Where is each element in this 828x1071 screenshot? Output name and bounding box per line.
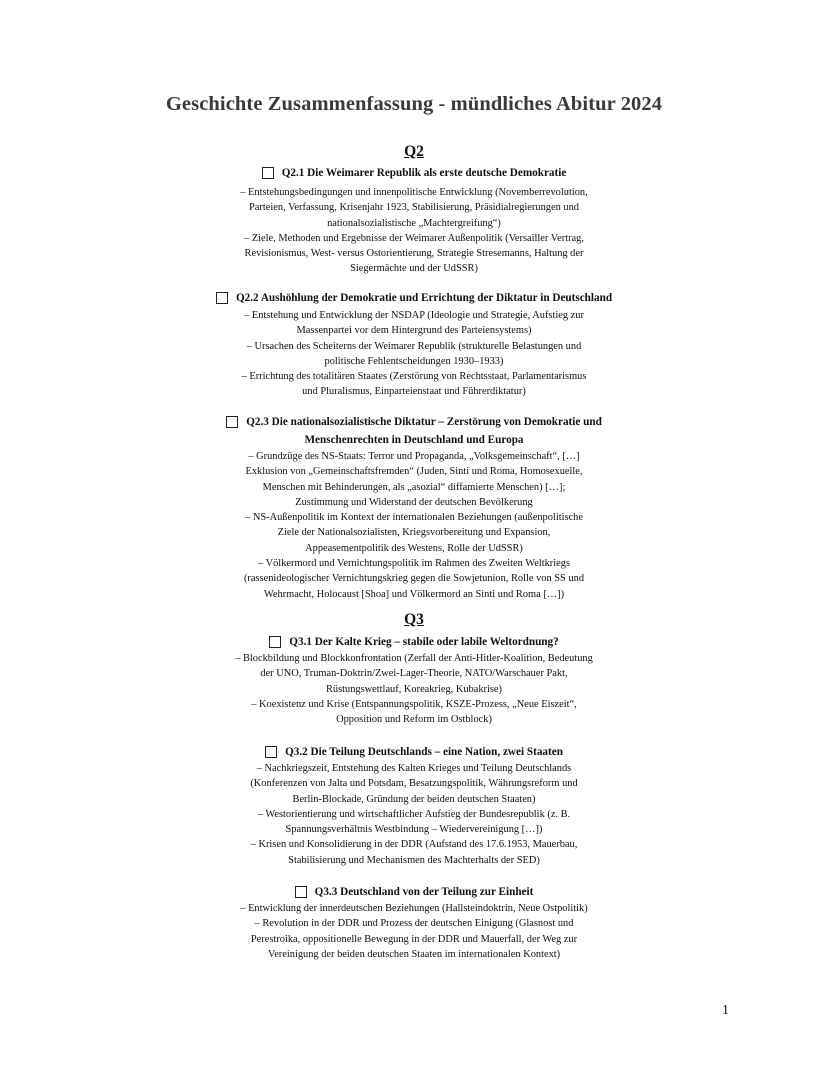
description-line: – Westorientierung und wirtschaftlicher Aufstieg der Bundesrepublik (z. B. xyxy=(257,808,571,820)
description-line: – Ziele, Methoden und Ergebnisse der Weimarer Außenpolitik (Versailler Vertrag, xyxy=(244,232,584,244)
description-line: – Koexistenz und Krise (Entspannungspolitik, KSZE-Prozess, „Neue Eiszeit“, xyxy=(251,698,577,710)
description-line: – Völkermord und Vernichtungspolitik im Rahmen des Zweiten Weltkriegs xyxy=(258,558,570,570)
topic-title xyxy=(0,413,828,449)
checkbox[interactable] xyxy=(216,292,228,304)
topic-title xyxy=(0,164,828,182)
topic-title-text: Q2.3 Die nationalsozialistische Diktatur – Zerstörung von Demokratie und xyxy=(246,416,602,428)
description-line: und Pluralismus, Einparteienstaat und Führerdiktatur) xyxy=(302,386,526,398)
description-line: – NS-Außenpolitik im Kontext der internationalen Beziehungen (außenpolitische xyxy=(245,512,583,524)
description-line: Revisionismus, West- versus Ostorientierung, Strategie Stresemanns, Haltung der xyxy=(244,248,584,260)
description-line: Exklusion von „Gemeinschaftsfremden“ (Juden, Sinti und Roma, Homosexuelle, xyxy=(245,466,583,478)
topic-description xyxy=(0,308,828,400)
description-line: Menschen mit Behinderungen, als „asozial“ diffamierte Menschen) […]; xyxy=(262,481,566,493)
description-line: – Revolution in der DDR und Prozess der deutschen Einigung (Glasnost und xyxy=(254,918,574,930)
topic-q2-3 xyxy=(0,413,828,602)
topic-title-text: Q2.1 Die Weimarer Republik als erste deutsche Demokratie xyxy=(281,167,567,179)
checkbox[interactable] xyxy=(226,416,238,428)
document-title: Geschichte Zusammenfassung - mündliches Abitur 2024 xyxy=(165,93,663,115)
checkbox[interactable] xyxy=(295,886,307,898)
checkbox[interactable] xyxy=(262,167,274,179)
description-line: Berlin-Blockade, Gründung der beiden deutschen Staaten) xyxy=(292,793,536,805)
description-line: – Entstehungsbedingungen und innenpolitische Entwicklung (Novemberrevolution, xyxy=(240,187,588,198)
checkbox[interactable] xyxy=(265,746,277,758)
description-line: Vereinigung der beiden deutschen Staaten im internationalen Kontext) xyxy=(267,948,561,960)
topic-description xyxy=(0,185,828,277)
description-line: – Nachkriegszeit, Entstehung des Kalten Krieges und Teilung Deutschlands xyxy=(256,763,572,774)
section-heading-q2: Q2 xyxy=(404,143,424,160)
description-line: Parteien, Verfassung, Krisenjahr 1923, Stabilisierung, Präsidialregierungen und xyxy=(249,202,579,214)
topic-title-text: Q2.2 Aushöhlung der Demokratie und Errichtung der Diktatur in Deutschland xyxy=(235,292,613,304)
description-line: – Entstehung und Entwicklung der NSDAP (Ideologie und Strategie, Aufstieg zur xyxy=(244,310,584,321)
description-line: der UNO, Truman-Doktrin/Zwei-Lager-Theorie, NATO/Warschauer Pakt, xyxy=(260,668,568,680)
topic-title-text: Q3.2 Die Teilung Deutschlands – eine Nation, zwei Staaten xyxy=(285,746,563,758)
checkbox[interactable] xyxy=(269,636,281,648)
topic-description xyxy=(0,901,828,962)
topic-q2-2 xyxy=(0,289,828,400)
topic-q2-1 xyxy=(0,164,828,277)
topic-title xyxy=(0,743,828,761)
topic-description xyxy=(0,651,828,727)
description-line: Rüstungswettlauf, Koreakrieg, Kubakrise) xyxy=(325,683,503,695)
topic-title xyxy=(0,883,828,901)
topic-q3-1 xyxy=(0,633,828,727)
description-line: – Errichtung des totalitären Staates (Zerstörung von Rechtsstaat, Parlamentarismus xyxy=(241,371,587,383)
description-line: politische Fehlentscheidungen 1930–1933) xyxy=(324,355,504,367)
description-line: Zustimmung und Widerstand der deutschen Bevölkerung xyxy=(295,496,533,508)
description-line: (rassenideologischer Vernichtungskrieg gegen die Sowjetunion, Rolle von SS und xyxy=(243,573,585,585)
description-line: (Konferenzen von Jalta und Potsdam, Besatzungspolitik, Währungsreform und xyxy=(250,778,578,790)
description-line: Appeasementpolitik des Westens, Rolle der UdSSR) xyxy=(305,542,523,554)
topic-description xyxy=(0,761,828,868)
topic-title-text: Menschenrechten in Deutschland und Europa xyxy=(304,434,524,446)
description-line: Stabilisierung und Mechanismen des Machterhalts der SED) xyxy=(288,854,540,866)
description-line: Opposition und Reform im Ostblock) xyxy=(336,714,492,726)
topic-title-text: Q3.3 Deutschland von der Teilung zur Einheit xyxy=(314,886,534,898)
description-line: – Grundzüge des NS-Staats: Terror und Propaganda, „Volksgemeinschaft“, […] xyxy=(248,451,580,462)
description-line: – Blockbildung und Blockkonfrontation (Zerfall der Anti-Hitler-Koalition, Bedeutung xyxy=(235,653,593,664)
topic-description xyxy=(0,449,828,602)
page-number: 1 xyxy=(722,1003,729,1018)
topic-title-text: Q3.1 Der Kalte Krieg – stabile oder labile Weltordnung? xyxy=(289,636,559,648)
description-line: Perestroika, oppositionelle Bewegung in der DDR und Mauerfall, der Weg zur xyxy=(250,933,578,945)
topic-title xyxy=(0,633,828,651)
description-line: Massenpartei vor dem Hintergrund des Parteiensystems) xyxy=(296,325,532,337)
topic-q3-2 xyxy=(0,743,828,868)
description-line: Spannungsverhältnis Westbindung – Wiedervereinigung […]) xyxy=(285,824,543,836)
topic-q3-3 xyxy=(0,883,828,962)
description-line: Siegermächte und der UdSSR) xyxy=(350,263,478,275)
description-line: Ziele der Nationalsozialisten, Kriegsvorbereitung und Expansion, xyxy=(277,527,551,539)
description-line: nationalsozialistische „Machtergreifung“) xyxy=(327,217,501,229)
topic-title xyxy=(0,289,828,307)
description-line: – Ursachen des Scheiterns der Weimarer Republik (strukturelle Belastungen und xyxy=(246,340,582,352)
description-line: – Krisen und Konsolidierung in der DDR (Aufstand des 17.6.1953, Mauerbau, xyxy=(250,839,578,851)
description-line: Wehrmacht, Holocaust [Shoa] und Völkermord an Sinti und Roma […]) xyxy=(263,588,565,600)
section-heading-q3: Q3 xyxy=(404,611,424,628)
description-line: – Entwicklung der innerdeutschen Beziehungen (Hallsteindoktrin, Neue Ostpolitik) xyxy=(240,903,588,914)
